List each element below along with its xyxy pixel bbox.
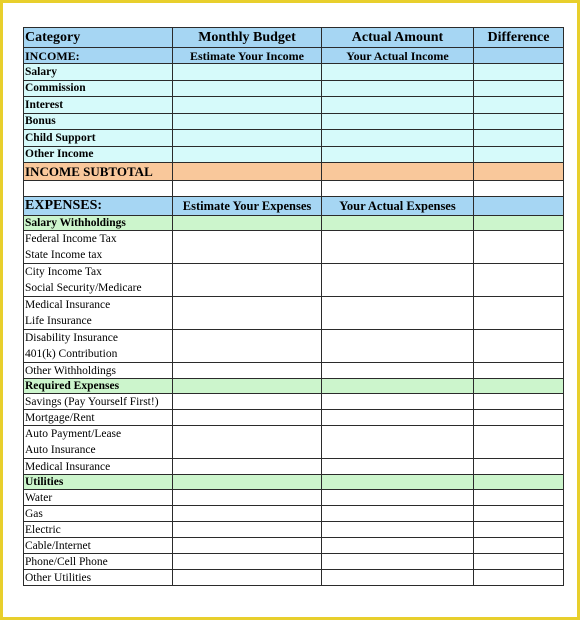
income-subtotal-label: INCOME SUBTOTAL (24, 163, 173, 181)
difference-cell[interactable] (474, 394, 564, 410)
table-row (24, 522, 564, 538)
table-row (24, 570, 564, 586)
difference-cell[interactable] (474, 113, 564, 130)
row-label-line: Life Insurance (25, 315, 92, 327)
budget-cell[interactable] (173, 64, 322, 81)
budget-cell[interactable] (173, 410, 322, 426)
category-header: Category (24, 28, 173, 48)
difference-cell[interactable] (474, 363, 564, 379)
income-budget-subheader: Estimate Your Income (173, 48, 322, 64)
expenses-actual-subheader: Your Actual Expenses (322, 197, 474, 216)
difference-cell[interactable] (474, 264, 564, 297)
table-row (24, 554, 564, 570)
income-difference-cell[interactable] (474, 48, 564, 64)
table-row (24, 97, 564, 114)
row-label: Water (24, 490, 173, 506)
row-label: Electric (24, 522, 173, 538)
income-subtotal-row (24, 163, 564, 181)
actual-cell[interactable] (322, 80, 474, 97)
row-label-line: Federal Income Tax (25, 233, 117, 245)
table-row (24, 394, 564, 410)
actual-cell[interactable] (322, 146, 474, 163)
row-label-line: 401(k) Contribution (25, 348, 118, 360)
budget-cell[interactable] (173, 522, 322, 538)
row-label: Other Withholdings (24, 363, 173, 379)
table-row (24, 363, 564, 379)
income-actual-subheader: Your Actual Income (322, 48, 474, 64)
row-label (24, 330, 173, 363)
table-row (24, 64, 564, 81)
budget-cell[interactable] (173, 490, 322, 506)
difference-cell[interactable] (474, 80, 564, 97)
row-label: Interest (24, 97, 173, 114)
difference-cell[interactable] (474, 64, 564, 81)
row-label-line: Social Security/Medicare (25, 282, 142, 294)
table-header-row (24, 28, 564, 48)
actual-cell[interactable] (322, 426, 474, 459)
actual-cell[interactable] (322, 113, 474, 130)
difference-header: Difference (474, 28, 564, 48)
row-label: Savings (Pay Yourself First!) (24, 394, 173, 410)
table-row (24, 490, 564, 506)
monthly-budget-header: Monthly Budget (173, 28, 322, 48)
actual-cell[interactable] (322, 231, 474, 264)
budget-cell[interactable] (173, 426, 322, 459)
actual-cell[interactable] (322, 264, 474, 297)
difference-cell[interactable] (474, 410, 564, 426)
row-label-line: City Income Tax (25, 266, 102, 278)
actual-cell[interactable] (322, 459, 474, 475)
actual-cell[interactable] (322, 522, 474, 538)
row-label: Child Support (24, 130, 173, 147)
table-row (24, 130, 564, 147)
budget-cell[interactable] (173, 330, 322, 363)
budget-cell[interactable] (173, 297, 322, 330)
budget-table (23, 27, 564, 586)
difference-cell[interactable] (474, 506, 564, 522)
subtotal-actual-cell[interactable] (322, 163, 474, 181)
actual-cell[interactable] (322, 130, 474, 147)
expenses-difference-cell[interactable] (474, 197, 564, 216)
income-header-row (24, 48, 564, 64)
row-label: Commission (24, 80, 173, 97)
budget-cell[interactable] (173, 554, 322, 570)
actual-cell[interactable] (322, 554, 474, 570)
actual-cell[interactable] (322, 506, 474, 522)
expenses-budget-subheader: Estimate Your Expenses (173, 197, 322, 216)
income-label: INCOME: (24, 48, 173, 64)
section-header-salary-withholdings (24, 216, 564, 231)
budget-cell[interactable] (173, 394, 322, 410)
table-row (24, 410, 564, 426)
budget-cell[interactable] (173, 80, 322, 97)
difference-cell[interactable] (474, 426, 564, 459)
actual-cell[interactable] (322, 330, 474, 363)
budget-cell[interactable] (173, 146, 322, 163)
section-title: Required Expenses (24, 379, 173, 394)
table-row (24, 506, 564, 522)
budget-cell[interactable] (173, 113, 322, 130)
actual-cell[interactable] (322, 394, 474, 410)
budget-cell[interactable] (173, 538, 322, 554)
actual-cell[interactable] (322, 410, 474, 426)
difference-cell[interactable] (474, 231, 564, 264)
section-header-utilities (24, 475, 564, 490)
row-label-line: Auto Payment/Lease (25, 428, 122, 440)
table-row (24, 264, 564, 297)
row-label-line: State Income tax (25, 249, 103, 261)
actual-cell[interactable] (322, 97, 474, 114)
difference-cell[interactable] (474, 570, 564, 586)
budget-cell[interactable] (173, 506, 322, 522)
row-label: Other Utilities (24, 570, 173, 586)
table-row (24, 113, 564, 130)
budget-cell[interactable] (173, 130, 322, 147)
actual-cell[interactable] (322, 490, 474, 506)
difference-cell[interactable] (474, 522, 564, 538)
actual-cell[interactable] (322, 64, 474, 81)
row-label: Salary (24, 64, 173, 81)
table-row (24, 231, 564, 264)
table-row (24, 146, 564, 163)
row-label (24, 297, 173, 330)
table-row (24, 80, 564, 97)
difference-cell[interactable] (474, 97, 564, 114)
actual-amount-header: Actual Amount (322, 28, 474, 48)
budget-cell[interactable] (173, 363, 322, 379)
difference-cell[interactable] (474, 538, 564, 554)
budget-cell[interactable] (173, 459, 322, 475)
row-label: Gas (24, 506, 173, 522)
row-label: Medical Insurance (24, 459, 173, 475)
difference-cell[interactable] (474, 554, 564, 570)
expenses-label: EXPENSES: (24, 197, 173, 216)
actual-cell[interactable] (322, 538, 474, 554)
section-title: Utilities (24, 475, 173, 490)
table-row (24, 459, 564, 475)
difference-cell[interactable] (474, 297, 564, 330)
difference-cell[interactable] (474, 146, 564, 163)
budget-cell[interactable] (173, 264, 322, 297)
row-label: Bonus (24, 113, 173, 130)
actual-cell[interactable] (322, 363, 474, 379)
row-label: Mortgage/Rent (24, 410, 173, 426)
row-label: Cable/Internet (24, 538, 173, 554)
row-label-line: Auto Insurance (25, 444, 96, 456)
actual-cell[interactable] (322, 570, 474, 586)
spacer-row (24, 181, 564, 197)
row-label (24, 231, 173, 264)
difference-cell[interactable] (474, 130, 564, 147)
row-label (24, 426, 173, 459)
table-row (24, 330, 564, 363)
section-title: Salary Withholdings (24, 216, 173, 231)
difference-cell[interactable] (474, 459, 564, 475)
row-label-line: Medical Insurance (25, 299, 111, 311)
budget-cell[interactable] (173, 231, 322, 264)
difference-cell[interactable] (474, 330, 564, 363)
table-row (24, 426, 564, 459)
row-label (24, 264, 173, 297)
actual-cell[interactable] (322, 297, 474, 330)
row-label: Phone/Cell Phone (24, 554, 173, 570)
section-header-required-expenses (24, 379, 564, 394)
row-label: Other Income (24, 146, 173, 163)
table-row (24, 538, 564, 554)
difference-cell[interactable] (474, 490, 564, 506)
expenses-header-row (24, 197, 564, 216)
subtotal-budget-cell[interactable] (173, 163, 322, 181)
row-label-line: Disability Insurance (25, 332, 118, 344)
budget-cell[interactable] (173, 97, 322, 114)
budget-cell[interactable] (173, 570, 322, 586)
table-row (24, 297, 564, 330)
subtotal-difference-cell[interactable] (474, 163, 564, 181)
